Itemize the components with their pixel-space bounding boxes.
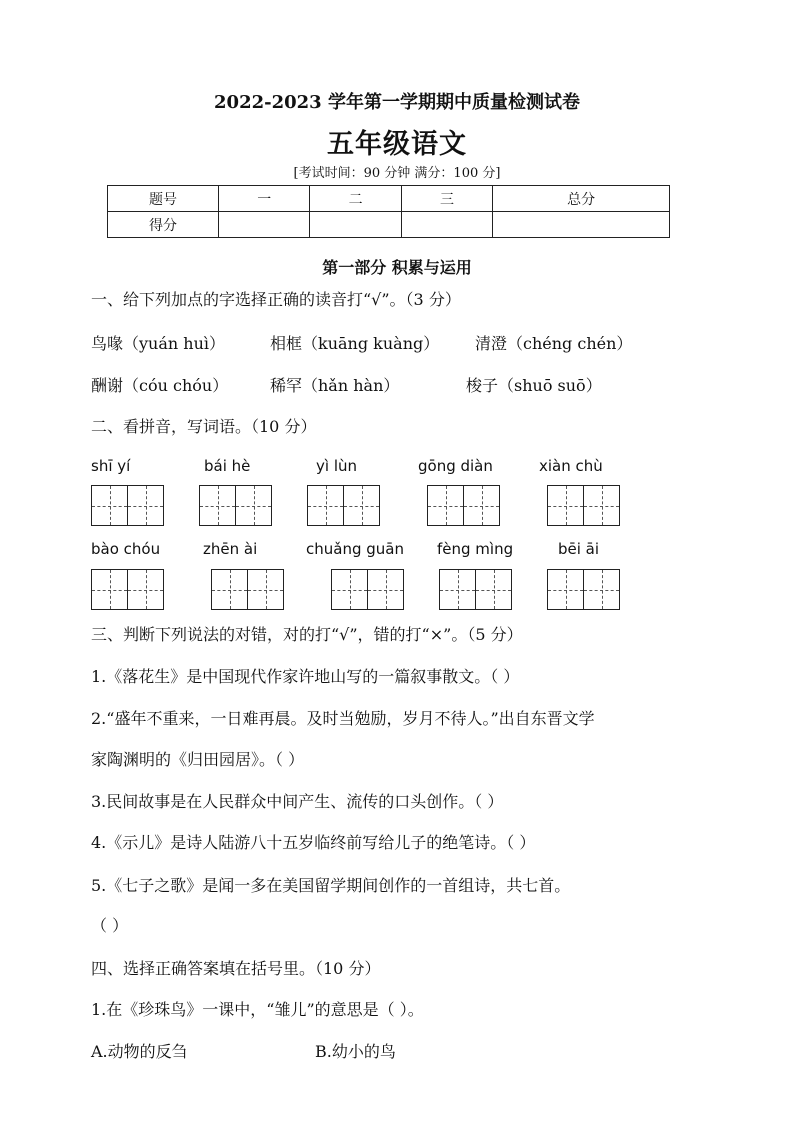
q4-title: 四、选择正确答案填在括号里。（10 分） xyxy=(91,959,381,978)
pinyin-label: bào chóu xyxy=(91,540,161,558)
writing-grid[interactable] xyxy=(439,569,512,610)
q1-title: 一、给下列加点的字选择正确的读音打“√”。（3 分） xyxy=(91,290,461,309)
q1-item[interactable]: 鸟喙（yuán huì） xyxy=(91,334,226,353)
score-cell[interactable] xyxy=(310,212,401,238)
q1-item[interactable]: 稀罕（hǎn hàn） xyxy=(270,376,400,395)
q3-item-continued[interactable]: （ ） xyxy=(91,916,129,935)
score-table-score-row xyxy=(108,212,670,238)
q1-item[interactable]: 酬谢（cóu chóu） xyxy=(91,376,229,395)
pinyin-label: zhēn ài xyxy=(203,540,258,558)
pinyin-label: yì lùn xyxy=(316,457,357,475)
exam-title: 2022-2023 学年第一学期期中质量检测试卷 xyxy=(214,92,580,113)
writing-grid[interactable] xyxy=(91,569,164,610)
q3-item[interactable]: 3.民间故事是在人民群众中间产生、流传的口头创作。（ ） xyxy=(91,792,504,811)
score-cell[interactable] xyxy=(219,212,310,238)
q3-item[interactable]: 1.《落花生》是中国现代作家许地山写的一篇叙事散文。（ ） xyxy=(91,667,520,686)
score-header-part1: 一 xyxy=(219,186,310,212)
q4-option-a[interactable]: A.动物的反刍 xyxy=(91,1042,188,1061)
q1-item[interactable]: 梭子（shuō suō） xyxy=(466,376,602,395)
pinyin-label: shī yí xyxy=(91,457,131,475)
writing-grid[interactable] xyxy=(427,485,500,526)
writing-grid[interactable] xyxy=(307,485,380,526)
q3-item-continued[interactable]: 家陶渊明的《归田园居》。（ ） xyxy=(91,750,305,769)
pinyin-label: bái hè xyxy=(204,457,251,475)
q3-item[interactable]: 5.《七子之歌》是闻一多在美国留学期间创作的一首组诗，共七首。 xyxy=(91,876,571,895)
q4-option-b[interactable]: B.幼小的鸟 xyxy=(315,1042,396,1061)
score-cell[interactable] xyxy=(493,212,670,238)
writing-grid[interactable] xyxy=(91,485,164,526)
pinyin-label: xiàn chù xyxy=(539,457,603,475)
q1-item[interactable]: 清澄（chéng chén） xyxy=(475,334,633,353)
score-table-header-row xyxy=(108,186,670,212)
writing-grid[interactable] xyxy=(199,485,272,526)
pinyin-label: fèng mìng xyxy=(437,540,514,558)
pinyin-label: gōng diàn xyxy=(418,457,493,475)
score-row-label: 得分 xyxy=(108,212,219,238)
score-header-part3: 三 xyxy=(401,186,492,212)
q3-item[interactable]: 4.《示儿》是诗人陆游八十五岁临终前写给儿子的绝笔诗。（ ） xyxy=(91,833,536,852)
score-header-number: 题号 xyxy=(108,186,219,212)
writing-grid[interactable] xyxy=(331,569,404,610)
score-table xyxy=(107,185,670,238)
q3-title: 三、判断下列说法的对错，对的打“√”，错的打“×”。（5 分） xyxy=(91,625,523,644)
q1-item[interactable]: 相框（kuāng kuàng） xyxy=(270,334,440,353)
part1-heading: 第一部分 积累与运用 xyxy=(322,258,472,277)
writing-grid[interactable] xyxy=(211,569,284,610)
exam-subtitle: 五年级语文 xyxy=(327,129,467,160)
writing-grid[interactable] xyxy=(547,485,620,526)
score-header-total: 总分 xyxy=(493,186,670,212)
writing-grid[interactable] xyxy=(547,569,620,610)
q2-title: 二、看拼音，写词语。（10 分） xyxy=(91,417,317,436)
pinyin-label: chuǎng guān xyxy=(306,540,404,558)
q4-stem: 1.在《珍珠鸟》一课中，“雏儿”的意思是（ ）。 xyxy=(91,1000,424,1019)
pinyin-label: bēi āi xyxy=(558,540,600,558)
exam-time-info: [考试时间：90 分钟 满分：100 分] xyxy=(293,166,501,181)
score-header-part2: 二 xyxy=(310,186,401,212)
q3-item[interactable]: 2.“盛年不重来，一日难再晨。及时当勉励，岁月不待人。”出自东晋文学 xyxy=(91,709,595,728)
score-cell[interactable] xyxy=(401,212,492,238)
